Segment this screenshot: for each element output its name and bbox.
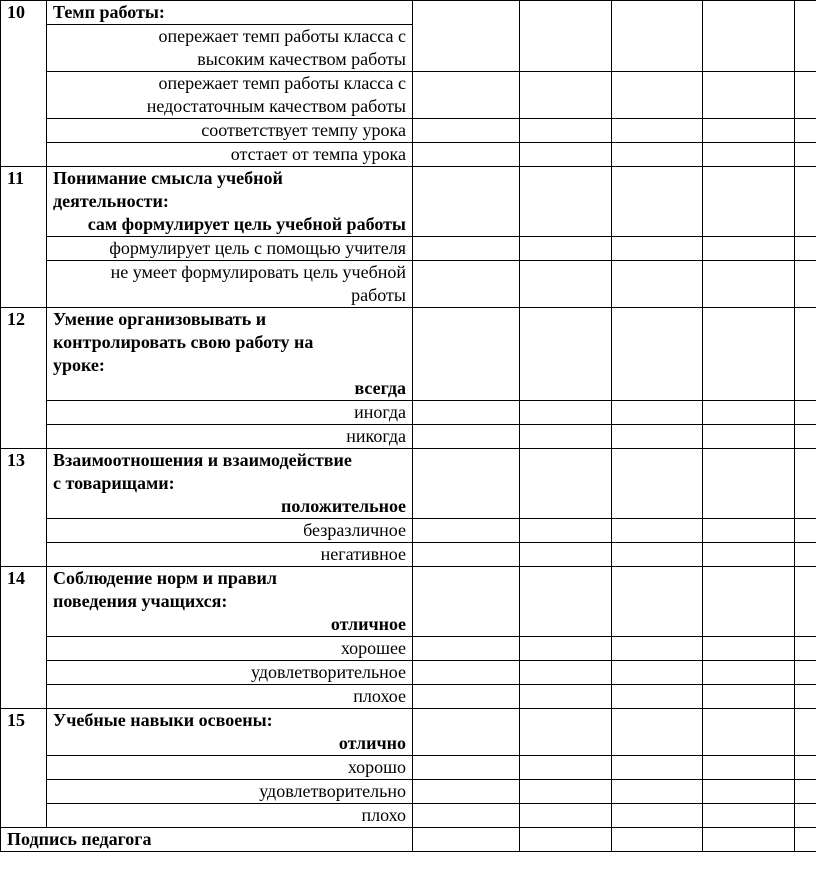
section-number: 10 — [1, 1, 47, 167]
rating-cell[interactable] — [703, 685, 795, 709]
option-row — [1, 519, 816, 543]
option-row — [1, 261, 816, 308]
rating-cell[interactable] — [520, 804, 612, 828]
text-line: работы — [351, 285, 406, 305]
option-label: сам формулирует цель учебной работы — [87, 214, 406, 234]
text-line: плохо — [361, 805, 406, 825]
rating-cell[interactable] — [703, 237, 795, 261]
rating-cell[interactable] — [795, 780, 816, 804]
text-line: хорошее — [340, 638, 406, 658]
text-line: опережает темп работы класса с — [158, 26, 406, 46]
rating-cell[interactable] — [795, 567, 816, 637]
rating-cell[interactable] — [413, 143, 520, 167]
option-label — [47, 519, 413, 543]
section-title-cell — [47, 1, 413, 25]
text-line: недостаточным качеством работы — [146, 96, 406, 116]
rating-cell[interactable] — [703, 1, 795, 72]
rating-cell[interactable] — [612, 308, 703, 401]
section-number: 11 — [1, 167, 47, 308]
rating-cell[interactable] — [612, 261, 703, 308]
rating-cell[interactable] — [703, 756, 795, 780]
section-title: Взаимоотношения и взаимодействие — [53, 450, 352, 470]
rating-cell[interactable] — [612, 685, 703, 709]
option-label — [47, 261, 413, 308]
rating-cell[interactable] — [795, 72, 816, 119]
rating-cell[interactable] — [612, 567, 703, 637]
rating-cell[interactable] — [795, 308, 816, 401]
section-title-cell — [47, 449, 413, 519]
rating-cell[interactable] — [703, 661, 795, 685]
option-label — [47, 780, 413, 804]
rating-cell[interactable] — [795, 685, 816, 709]
rating-cell[interactable] — [520, 119, 612, 143]
rating-cell[interactable] — [413, 756, 520, 780]
rating-cell[interactable] — [413, 637, 520, 661]
rating-cell[interactable] — [612, 1, 703, 72]
rating-cell[interactable] — [520, 449, 612, 519]
option-label — [47, 685, 413, 709]
text-line: соответствует темпу урока — [201, 120, 406, 140]
option-label — [47, 143, 413, 167]
section-title: поведения учащихся: — [53, 591, 228, 611]
rating-cell[interactable] — [703, 167, 795, 237]
rating-cell[interactable] — [612, 119, 703, 143]
rating-cell[interactable] — [795, 804, 816, 828]
rating-cell[interactable] — [520, 519, 612, 543]
option-row — [1, 425, 816, 449]
rating-cell[interactable] — [413, 1, 520, 72]
signature-row — [1, 828, 816, 852]
section-row — [1, 167, 816, 237]
option-label — [47, 237, 413, 261]
section-number: 14 — [1, 567, 47, 709]
text-line: опережает темп работы класса с — [158, 73, 406, 93]
rating-cell[interactable] — [703, 709, 795, 756]
section-title: Понимание смысла учебной — [53, 168, 283, 188]
section-title: контролировать свою работу на — [53, 332, 314, 352]
rating-cell[interactable] — [795, 756, 816, 780]
rating-cell[interactable] — [703, 72, 795, 119]
rating-cell[interactable] — [520, 261, 612, 308]
rating-cell[interactable] — [612, 449, 703, 519]
rating-cell[interactable] — [795, 661, 816, 685]
rating-cell[interactable] — [413, 780, 520, 804]
rating-cell[interactable] — [612, 828, 703, 852]
rating-cell[interactable] — [795, 543, 816, 567]
rating-cell[interactable] — [703, 119, 795, 143]
option-row — [1, 401, 816, 425]
section-row — [1, 567, 816, 637]
rating-cell[interactable] — [795, 261, 816, 308]
rating-cell[interactable] — [612, 237, 703, 261]
rating-cell[interactable] — [520, 72, 612, 119]
rating-cell[interactable] — [795, 828, 816, 852]
rating-cell[interactable] — [413, 119, 520, 143]
text-line: не умеет формулировать цель учебной — [110, 262, 406, 282]
rating-cell[interactable] — [413, 167, 520, 237]
rating-cell[interactable] — [703, 143, 795, 167]
text-line: удовлетворительно — [259, 781, 406, 801]
option-row — [1, 72, 816, 119]
text-line: отстает от темпа урока — [230, 144, 406, 164]
rating-cell[interactable] — [413, 804, 520, 828]
teacher-signature-label: Подпись педагога — [1, 828, 413, 852]
section-row — [1, 449, 816, 519]
rating-cell[interactable] — [520, 425, 612, 449]
rating-cell[interactable] — [703, 308, 795, 401]
rating-cell[interactable] — [520, 828, 612, 852]
rating-cell[interactable] — [413, 567, 520, 637]
rating-cell[interactable] — [520, 167, 612, 237]
option-row — [1, 756, 816, 780]
rating-cell[interactable] — [413, 709, 520, 756]
rating-cell[interactable] — [703, 425, 795, 449]
option-row — [1, 661, 816, 685]
rating-cell[interactable] — [520, 567, 612, 637]
rating-cell[interactable] — [413, 401, 520, 425]
rating-cell[interactable] — [413, 828, 520, 852]
rating-cell[interactable] — [703, 261, 795, 308]
rating-cell[interactable] — [703, 401, 795, 425]
rating-cell[interactable] — [413, 543, 520, 567]
rating-cell[interactable] — [520, 685, 612, 709]
section-row — [1, 1, 816, 25]
section-number: 12 — [1, 308, 47, 449]
section-title: деятельности: — [53, 191, 169, 211]
text-line: удовлетворительное — [250, 662, 406, 682]
section-row — [1, 308, 816, 401]
text-line: хорошо — [347, 757, 406, 777]
rating-cell[interactable] — [612, 709, 703, 756]
section-title-cell — [47, 308, 413, 401]
rating-cell[interactable] — [795, 519, 816, 543]
rating-cell[interactable] — [703, 780, 795, 804]
option-label — [47, 756, 413, 780]
option-label — [47, 401, 413, 425]
rating-cell[interactable] — [413, 72, 520, 119]
text-line: безразличное — [303, 520, 406, 540]
rating-cell[interactable] — [795, 237, 816, 261]
table-body — [1, 1, 816, 852]
option-label — [47, 25, 413, 72]
section-title-cell — [47, 709, 413, 756]
text-line: никогда — [346, 426, 406, 446]
text-line: негативное — [320, 544, 406, 564]
rating-cell[interactable] — [795, 637, 816, 661]
rating-cell[interactable] — [612, 780, 703, 804]
rating-cell[interactable] — [703, 543, 795, 567]
option-row — [1, 143, 816, 167]
rating-cell[interactable] — [612, 401, 703, 425]
rating-cell[interactable] — [612, 72, 703, 119]
section-number: 13 — [1, 449, 47, 567]
rating-cell[interactable] — [413, 261, 520, 308]
option-label — [47, 661, 413, 685]
text-line: высоким качеством работы — [197, 49, 406, 69]
rating-cell[interactable] — [520, 308, 612, 401]
option-label — [47, 72, 413, 119]
rating-cell[interactable] — [612, 519, 703, 543]
rating-cell[interactable] — [612, 756, 703, 780]
rating-cell[interactable] — [413, 449, 520, 519]
option-row — [1, 237, 816, 261]
rating-cell[interactable] — [612, 637, 703, 661]
rating-cell[interactable] — [612, 425, 703, 449]
section-title: уроке: — [53, 355, 105, 375]
rating-cell[interactable] — [795, 143, 816, 167]
rating-cell[interactable] — [703, 519, 795, 543]
text-line: плохое — [353, 686, 406, 706]
rating-cell[interactable] — [703, 567, 795, 637]
rating-cell[interactable] — [703, 449, 795, 519]
rating-cell[interactable] — [703, 637, 795, 661]
option-label — [47, 543, 413, 567]
rating-cell[interactable] — [795, 167, 816, 237]
rating-cell[interactable] — [520, 709, 612, 756]
rating-cell[interactable] — [795, 709, 816, 756]
rating-cell[interactable] — [413, 237, 520, 261]
text-line: формулирует цель с помощью учителя — [109, 238, 406, 258]
rating-cell[interactable] — [703, 804, 795, 828]
rating-cell[interactable] — [413, 661, 520, 685]
option-row — [1, 804, 816, 828]
rating-cell[interactable] — [795, 401, 816, 425]
section-row — [1, 709, 816, 756]
rating-cell[interactable] — [612, 167, 703, 237]
rating-cell[interactable] — [520, 401, 612, 425]
option-label: всегда — [354, 378, 406, 398]
section-title: Темп работы: — [53, 2, 165, 22]
section-title: с товарищами: — [53, 473, 175, 493]
option-label: положительное — [280, 496, 406, 516]
option-label — [47, 637, 413, 661]
option-label — [47, 119, 413, 143]
option-row — [1, 685, 816, 709]
option-row — [1, 780, 816, 804]
text-line: иногда — [354, 402, 406, 422]
rating-cell[interactable] — [795, 449, 816, 519]
option-row — [1, 543, 816, 567]
option-label: отлично — [338, 733, 406, 753]
rating-cell[interactable] — [413, 685, 520, 709]
section-title: Учебные навыки освоены: — [53, 710, 273, 730]
rating-cell[interactable] — [520, 143, 612, 167]
rating-cell[interactable] — [612, 143, 703, 167]
rating-cell[interactable] — [520, 756, 612, 780]
rating-cell[interactable] — [413, 308, 520, 401]
section-title: Умение организовывать и — [53, 309, 267, 329]
section-title: Соблюдение норм и правил — [53, 568, 278, 588]
section-title-cell — [47, 567, 413, 637]
rating-cell[interactable] — [520, 1, 612, 72]
option-row — [1, 637, 816, 661]
rating-cell[interactable] — [520, 543, 612, 567]
rating-cell[interactable] — [520, 237, 612, 261]
rating-cell[interactable] — [795, 1, 816, 72]
rating-cell[interactable] — [795, 425, 816, 449]
rating-cell[interactable] — [520, 637, 612, 661]
rating-cell[interactable] — [413, 425, 520, 449]
rating-cell[interactable] — [520, 661, 612, 685]
section-number: 15 — [1, 709, 47, 828]
rating-cell[interactable] — [612, 804, 703, 828]
section-title-cell — [47, 167, 413, 237]
rating-cell[interactable] — [703, 828, 795, 852]
rating-cell[interactable] — [612, 661, 703, 685]
option-label — [47, 425, 413, 449]
option-label — [47, 804, 413, 828]
rating-cell[interactable] — [520, 780, 612, 804]
option-label: отличное — [330, 614, 406, 634]
rating-cell[interactable] — [413, 519, 520, 543]
option-row — [1, 119, 816, 143]
rating-cell[interactable] — [612, 543, 703, 567]
rating-cell[interactable] — [795, 119, 816, 143]
